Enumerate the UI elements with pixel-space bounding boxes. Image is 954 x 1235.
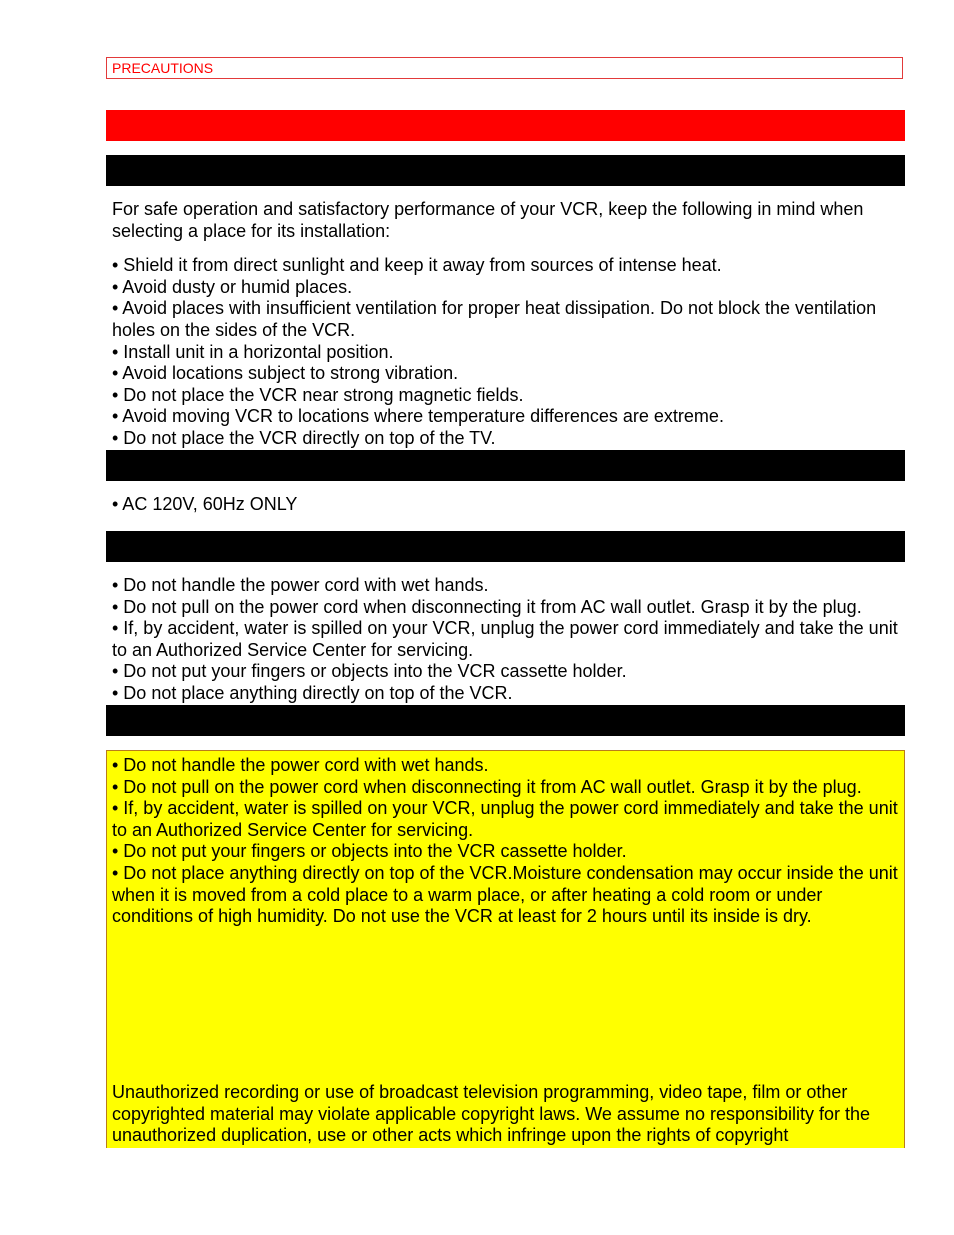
list-item: • Do not put your fingers or objects into the VCR cassette holder. xyxy=(112,841,627,862)
list-item: • Do not put your fingers or objects into the VCR cassette holder. xyxy=(112,661,627,682)
installation-intro: For safe operation and satisfactory performance of your VCR, keep the following in mind when selecting a place for its installation: xyxy=(112,199,864,241)
list-item: • Avoid locations subject to strong vibration. xyxy=(112,363,459,384)
handling-section-bar xyxy=(106,531,905,562)
installation-section xyxy=(112,199,902,450)
copyright-notice: Unauthorized recording or use of broadcast television programming, video tape, film or other copyrighted material may violate applicable copyright laws. We assume no responsibility for the unauthorized duplication, use or other acts which infringe upon the rights of copyright xyxy=(112,1082,871,1146)
list-item: • Do not handle the power cord with wet hands. xyxy=(112,755,489,775)
list-item: • Do not pull on the power cord when disconnecting it from AC wall outlet. Grasp it by the plug. xyxy=(112,776,862,797)
installation-section-bar xyxy=(106,155,905,186)
list-item: • AC 120V, 60Hz ONLY xyxy=(112,494,298,514)
power-section xyxy=(112,494,902,516)
list-item: • If, by accident, water is spilled on your VCR, unplug the power cord immediately and take the unit to an Authorized Service Center for servicing. xyxy=(112,618,898,660)
page-header xyxy=(106,57,903,79)
page-title: PRECAUTIONS xyxy=(112,60,214,76)
list-item: • Do not handle the power cord with wet hands. xyxy=(112,575,489,595)
list-item: • Avoid places with insufficient ventilation for proper heat dissipation. Do not block the ventilation holes on the sides of the VCR. xyxy=(112,298,877,340)
notice-section-bar xyxy=(106,705,905,736)
red-divider-bar xyxy=(106,110,905,141)
list-item: • Avoid moving VCR to locations where temperature differences are extreme. xyxy=(112,406,724,427)
list-item: • Do not place the VCR directly on top of the TV. xyxy=(112,427,496,448)
power-section-bar xyxy=(106,450,905,481)
list-item: • Avoid dusty or humid places. xyxy=(112,276,353,297)
list-item: • Do not place anything directly on top of the VCR.Moisture condensation may occur inside the unit when it is moved from a cold place to a warm place, or after heating a cold room or under conditions of high humidity. Do not use the VCR at least for 2 hours until its inside is dry. xyxy=(112,862,898,927)
list-item: • If, by accident, water is spilled on your VCR, unplug the power cord immediately and take the unit to an Authorized Service Center for servicing. xyxy=(112,798,898,840)
notice-list xyxy=(112,755,900,928)
list-item: • Shield it from direct sunlight and keep it away from sources of intense heat. xyxy=(112,255,722,276)
list-item: • Do not place anything directly on top of the VCR. xyxy=(112,682,513,703)
handling-section xyxy=(112,575,902,705)
list-item: • Install unit in a horizontal position. xyxy=(112,341,394,362)
notice-box xyxy=(106,750,905,1148)
list-item: • Do not pull on the power cord when disconnecting it from AC wall outlet. Grasp it by the plug. xyxy=(112,596,862,617)
list-item: • Do not place the VCR near strong magnetic fields. xyxy=(112,384,524,405)
